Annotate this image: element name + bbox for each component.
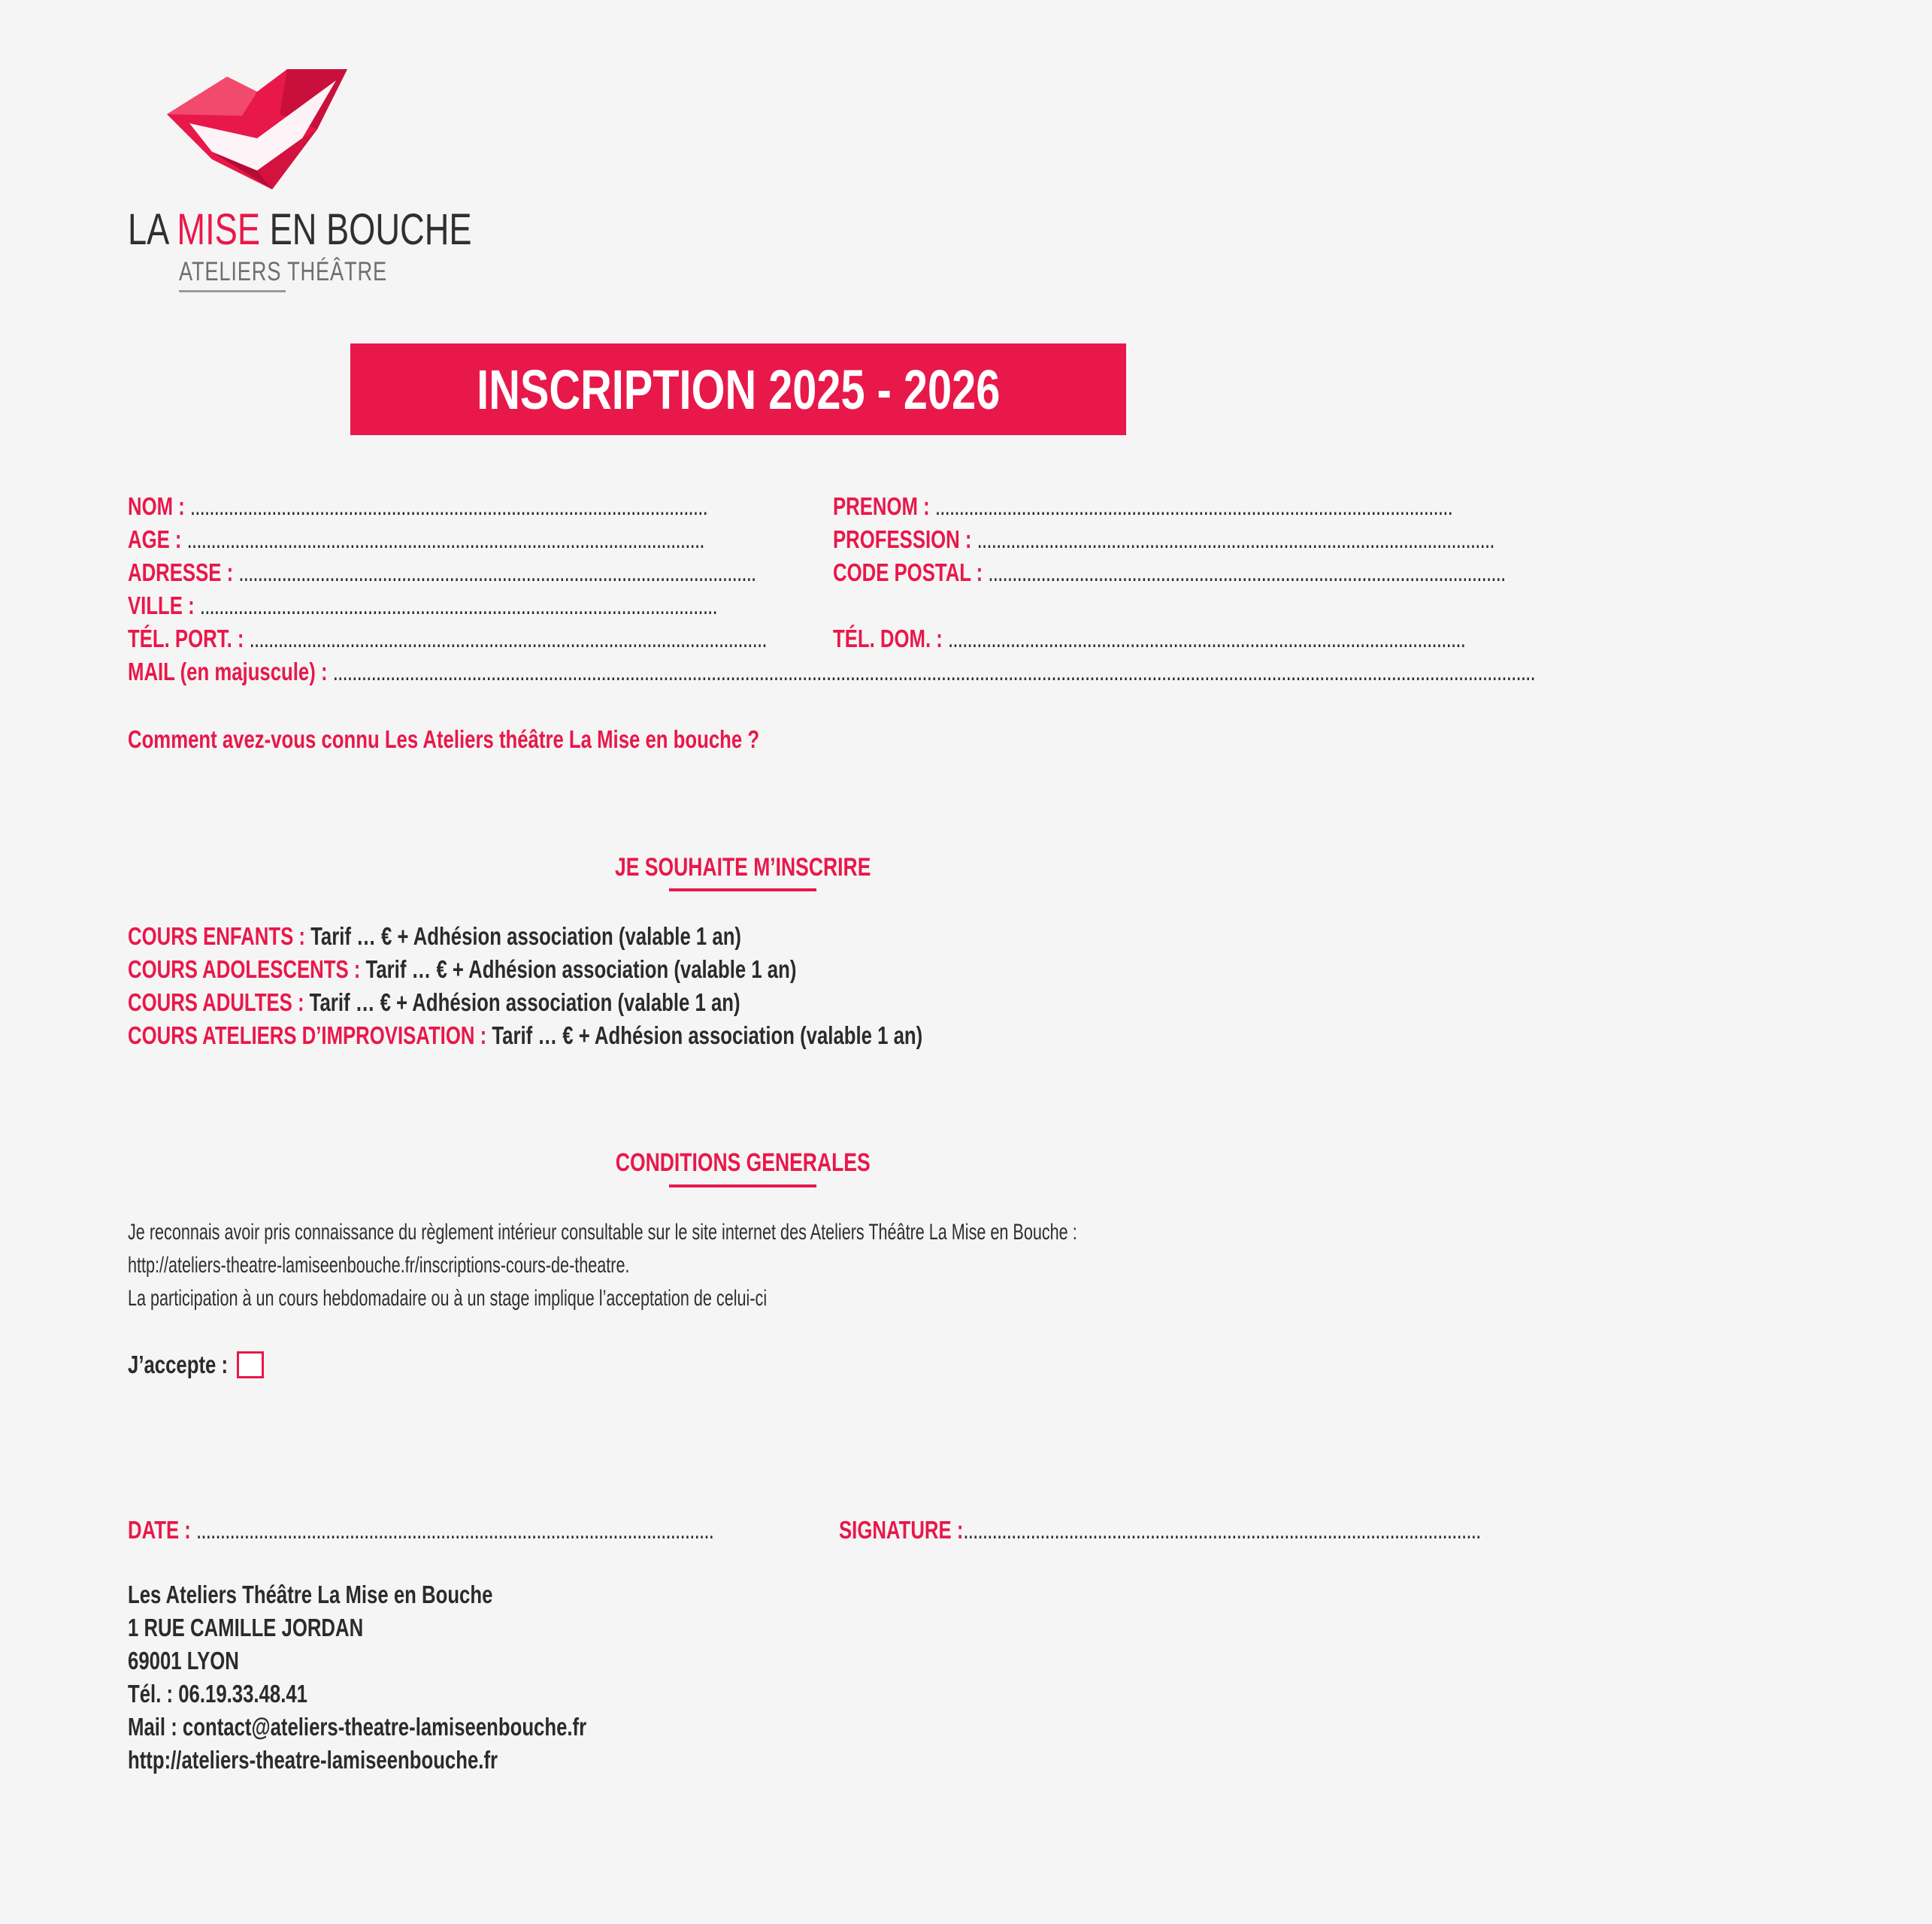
dots-ville: ............................................................................................................ — [199, 591, 717, 619]
field-profession[interactable] — [833, 523, 1494, 556]
label-tel-port: TÉL. PORT. : — [128, 625, 244, 652]
footer-phone-text[interactable]: Tél. : 06.19.33.48.41 — [128, 1680, 307, 1708]
footer-city-text: 69001 LYON — [128, 1647, 239, 1674]
lips-logo-icon — [167, 69, 347, 189]
brand-subtitle-text: ATELIERS THÉÂTRE — [179, 257, 387, 286]
footer-org-text: Les Ateliers Théâtre La Mise en Bouche — [128, 1581, 493, 1608]
course-enfants-text: Tarif … € + Adhésion association (valable 1 an) — [304, 922, 742, 950]
field-ville[interactable] — [128, 589, 717, 622]
course-adultes-text: Tarif … € + Adhésion association (valable 1 an) — [304, 988, 740, 1016]
accept-checkbox[interactable] — [237, 1351, 264, 1378]
conditions-heading-text: CONDITIONS GENERALES — [615, 1148, 871, 1177]
course-improvisation[interactable] — [128, 1019, 1146, 1052]
label-ville: VILLE : — [128, 591, 195, 619]
inscription-heading-rule — [669, 888, 816, 891]
label-profession: PROFESSION : — [833, 525, 972, 553]
course-adolescents-label: COURS ADOLESCENTS : — [128, 955, 361, 983]
footer-web-link[interactable]: http://ateliers-theatre-lamiseenbouche.fr — [128, 1746, 498, 1774]
label-nom: NOM : — [128, 492, 185, 520]
dots-signature: ............................................................................................................ — [963, 1516, 1481, 1544]
dots-tel-port: ............................................................................................................ — [249, 625, 767, 652]
conditions-heading — [526, 1148, 959, 1178]
dots-code-postal: ............................................................................................................ — [988, 558, 1506, 586]
label-prenom: PRENOM : — [833, 492, 930, 520]
conditions-line-2[interactable] — [128, 1249, 825, 1282]
course-adolescents-text: Tarif … € + Adhésion association (valable 1 an) — [360, 955, 797, 983]
field-nom[interactable] — [128, 490, 708, 523]
label-tel-dom: TÉL. DOM. : — [833, 625, 943, 652]
brand-underline — [179, 290, 286, 292]
label-code-postal: CODE POSTAL : — [833, 558, 983, 586]
course-adolescents[interactable] — [128, 953, 985, 986]
footer-street — [128, 1611, 430, 1644]
field-age[interactable] — [128, 523, 704, 556]
conditions-line-3-text: La participation à un cours hebdomadaire ou à un stage implique l’acceptation de celui-ci — [128, 1286, 768, 1311]
field-tel-dom[interactable] — [833, 622, 1466, 655]
footer-phone[interactable] — [128, 1677, 358, 1711]
label-date: DATE : — [128, 1516, 191, 1544]
label-mail: MAIL (en majuscule) : — [128, 658, 328, 685]
field-date[interactable] — [128, 1514, 714, 1547]
course-improvisation-text: Tarif … € + Adhésion association (valable 1 an) — [486, 1021, 923, 1049]
footer-street-text: 1 RUE CAMILLE JORDAN — [128, 1614, 364, 1641]
course-enfants[interactable] — [128, 920, 914, 953]
inscription-heading — [526, 853, 959, 882]
conditions-link[interactable]: http://ateliers-theatre-lamiseenbouche.fr/inscriptions-cours-de-theatre. — [128, 1253, 630, 1278]
conditions-line-1 — [128, 1216, 1446, 1249]
title-banner — [350, 343, 1126, 435]
conditions-line-3 — [128, 1282, 1016, 1315]
dots-nom: ............................................................................................................ — [189, 492, 708, 520]
footer-mail[interactable] — [128, 1711, 716, 1744]
dots-mail: ........................................................................................................................................................................................................................................................... — [332, 658, 1535, 685]
page-title — [350, 343, 1126, 435]
field-tel-port[interactable] — [128, 622, 767, 655]
question-text — [128, 723, 937, 756]
inscription-heading-text: JE SOUHAITE M’INSCRIRE — [614, 853, 871, 882]
accept-label-text: J’accepte : — [128, 1351, 229, 1378]
brand-subtitle — [179, 257, 446, 287]
field-prenom[interactable] — [833, 490, 1452, 523]
dots-date: ............................................................................................................ — [196, 1516, 714, 1544]
course-improvisation-label: COURS ATELIERS D’IMPROVISATION : — [128, 1021, 487, 1049]
brand-name-part1: LA — [128, 205, 177, 254]
course-adultes-label: COURS ADULTES : — [128, 988, 304, 1016]
course-enfants-label: COURS ENFANTS : — [128, 922, 305, 950]
field-signature[interactable] — [839, 1514, 1481, 1547]
dots-prenom: ............................................................................................................ — [934, 492, 1452, 520]
brand-name-highlight: MISE — [177, 205, 261, 254]
question-label: Comment avez-vous connu Les Ateliers théâtre La Mise en bouche ? — [128, 725, 760, 753]
footer-org — [128, 1578, 595, 1611]
field-mail[interactable] — [128, 655, 1535, 688]
course-adultes[interactable] — [128, 986, 913, 1019]
footer-web[interactable] — [128, 1744, 602, 1777]
label-age: AGE : — [128, 525, 182, 553]
page-title-text: INSCRIPTION 2025 - 2026 — [476, 358, 1001, 421]
dots-profession: ............................................................................................................ — [977, 525, 1494, 553]
field-code-postal[interactable] — [833, 556, 1506, 589]
footer-city — [128, 1644, 271, 1677]
conditions-line-1-text: Je reconnais avoir pris connaissance du règlement intérieur consultable sur le site internet des Ateliers Théâtre La Mise en Bouche : — [128, 1220, 1077, 1245]
brand-name — [128, 204, 569, 255]
field-adresse[interactable] — [128, 556, 756, 589]
conditions-heading-rule — [669, 1184, 816, 1187]
dots-tel-dom: ............................................................................................................ — [948, 625, 1466, 652]
label-adresse: ADRESSE : — [128, 558, 234, 586]
brand-name-part2: EN BOUCHE — [260, 205, 472, 254]
dots-adresse: ............................................................................................................ — [238, 558, 756, 586]
footer-mail-link[interactable]: Mail : contact@ateliers-theatre-lamiseenbouche.fr — [128, 1713, 587, 1741]
label-signature: SIGNATURE : — [839, 1516, 964, 1544]
dots-age: ............................................................................................................ — [186, 525, 704, 553]
